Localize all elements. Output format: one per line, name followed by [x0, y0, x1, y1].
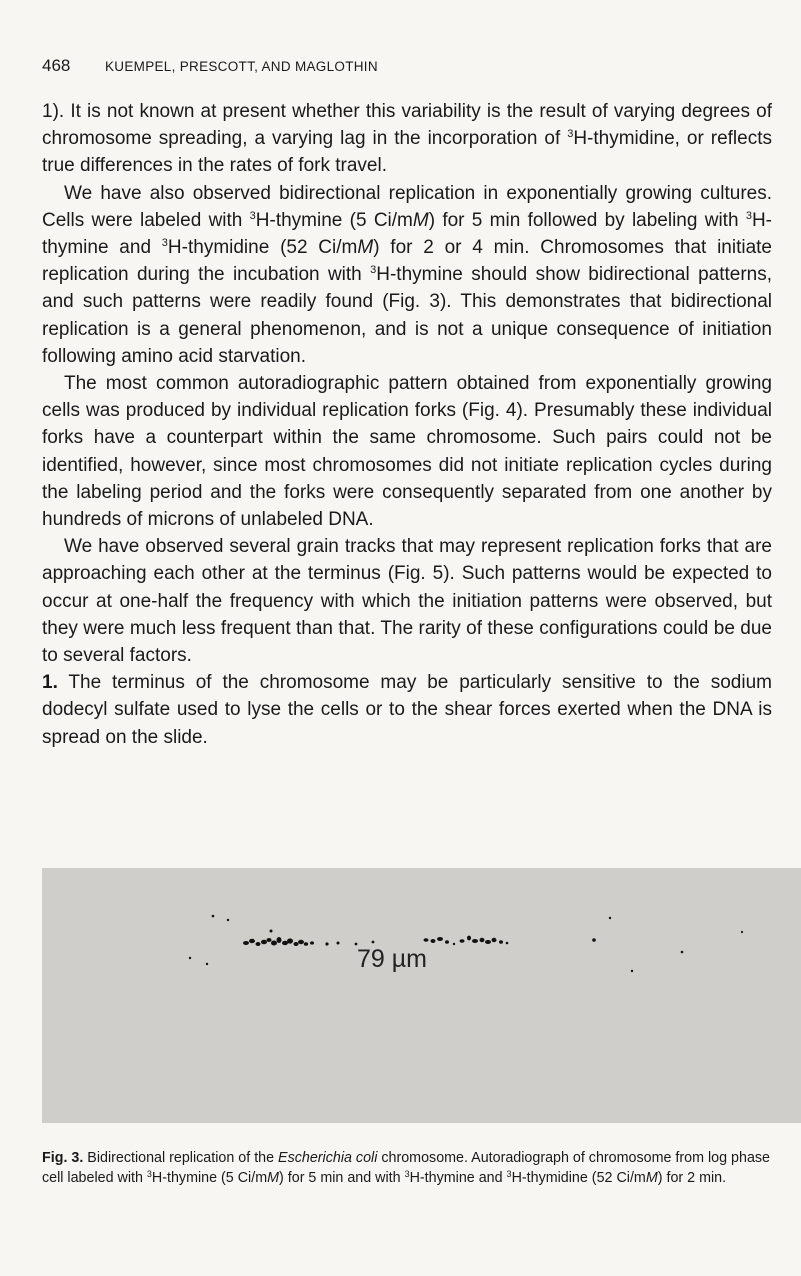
- scale-label: 79 µm: [357, 945, 427, 973]
- caption-label: Fig. 3.: [42, 1150, 84, 1166]
- numbered-item-1: 1. The terminus of the chromosome may be particularly sensitive to the sodium dodecyl sulfate used to lyse the cells or to the shear forces exerted when the DNA is spread on the slide.: [42, 672, 772, 748]
- grain-tracks: [42, 868, 801, 1123]
- body-text: [42, 98, 772, 751]
- paragraph-4: We have observed several grain tracks that may represent replication forks that are approaching each other at the terminus (Fig. 5). Such patterns would be expected to occur at one-half the frequency with which the initiation patterns were observed, but they were much less frequent than that. The rarity of these configurations could be due to several factors.: [42, 536, 772, 667]
- figure-caption: Fig. 3. Bidirectional replication of the Escherichia coli chromosome. Autoradiograph of chromosome from log phase cell labeled with $^3$H-thymine (5 Ci/mM) for 5 min and with $^3$H-thymine and $^3$H-thymidine (52 Ci/mM) for 2 min.: [42, 1150, 770, 1186]
- page-number: 468: [42, 56, 71, 75]
- autoradiograph-figure: [42, 868, 801, 1123]
- paragraph-3: The most common autoradiographic pattern obtained from exponentially growing cells was produced by individual replication forks (Fig. 4). Presumably these individual forks have a counterpart within the same chromosome. Such pairs could not be identified, however, since most chromosomes did not initiate replication cycles during the labeling period and the forks were consequently separated from one another by hundreds of microns of unlabeled DNA.: [42, 373, 772, 531]
- paragraph-1: 1). It is not known at present whether this variability is the result of varying degrees of chromosome spreading, a varying lag in the incorporation of $^3$H-thymidine, or reflects true differences in the rates of fork travel.: [42, 101, 772, 177]
- item-number: 1.: [42, 672, 58, 694]
- running-head: KUEMPEL, PRESCOTT, AND MAGLOTHIN: [105, 59, 378, 74]
- paragraph-2: We have also observed bidirectional replication in exponentially growing cultures. Cells were labeled with $^3$H-thymine (5 Ci/mM) for 5 min followed by labeling with $^3$H-thymine and $^3$H-thymidine (52 Ci/mM) for 2 or 4 min. Chromosomes that initiate replication during the incubation with $^3$H-thymine should show bidirectional patterns, and such patterns were readily found (Fig. 3). This demonstrates that bidirectional replication is a general phenomenon, and is not a unique consequence of initiation following amino acid starvation.: [42, 182, 772, 367]
- page-header: [42, 56, 762, 80]
